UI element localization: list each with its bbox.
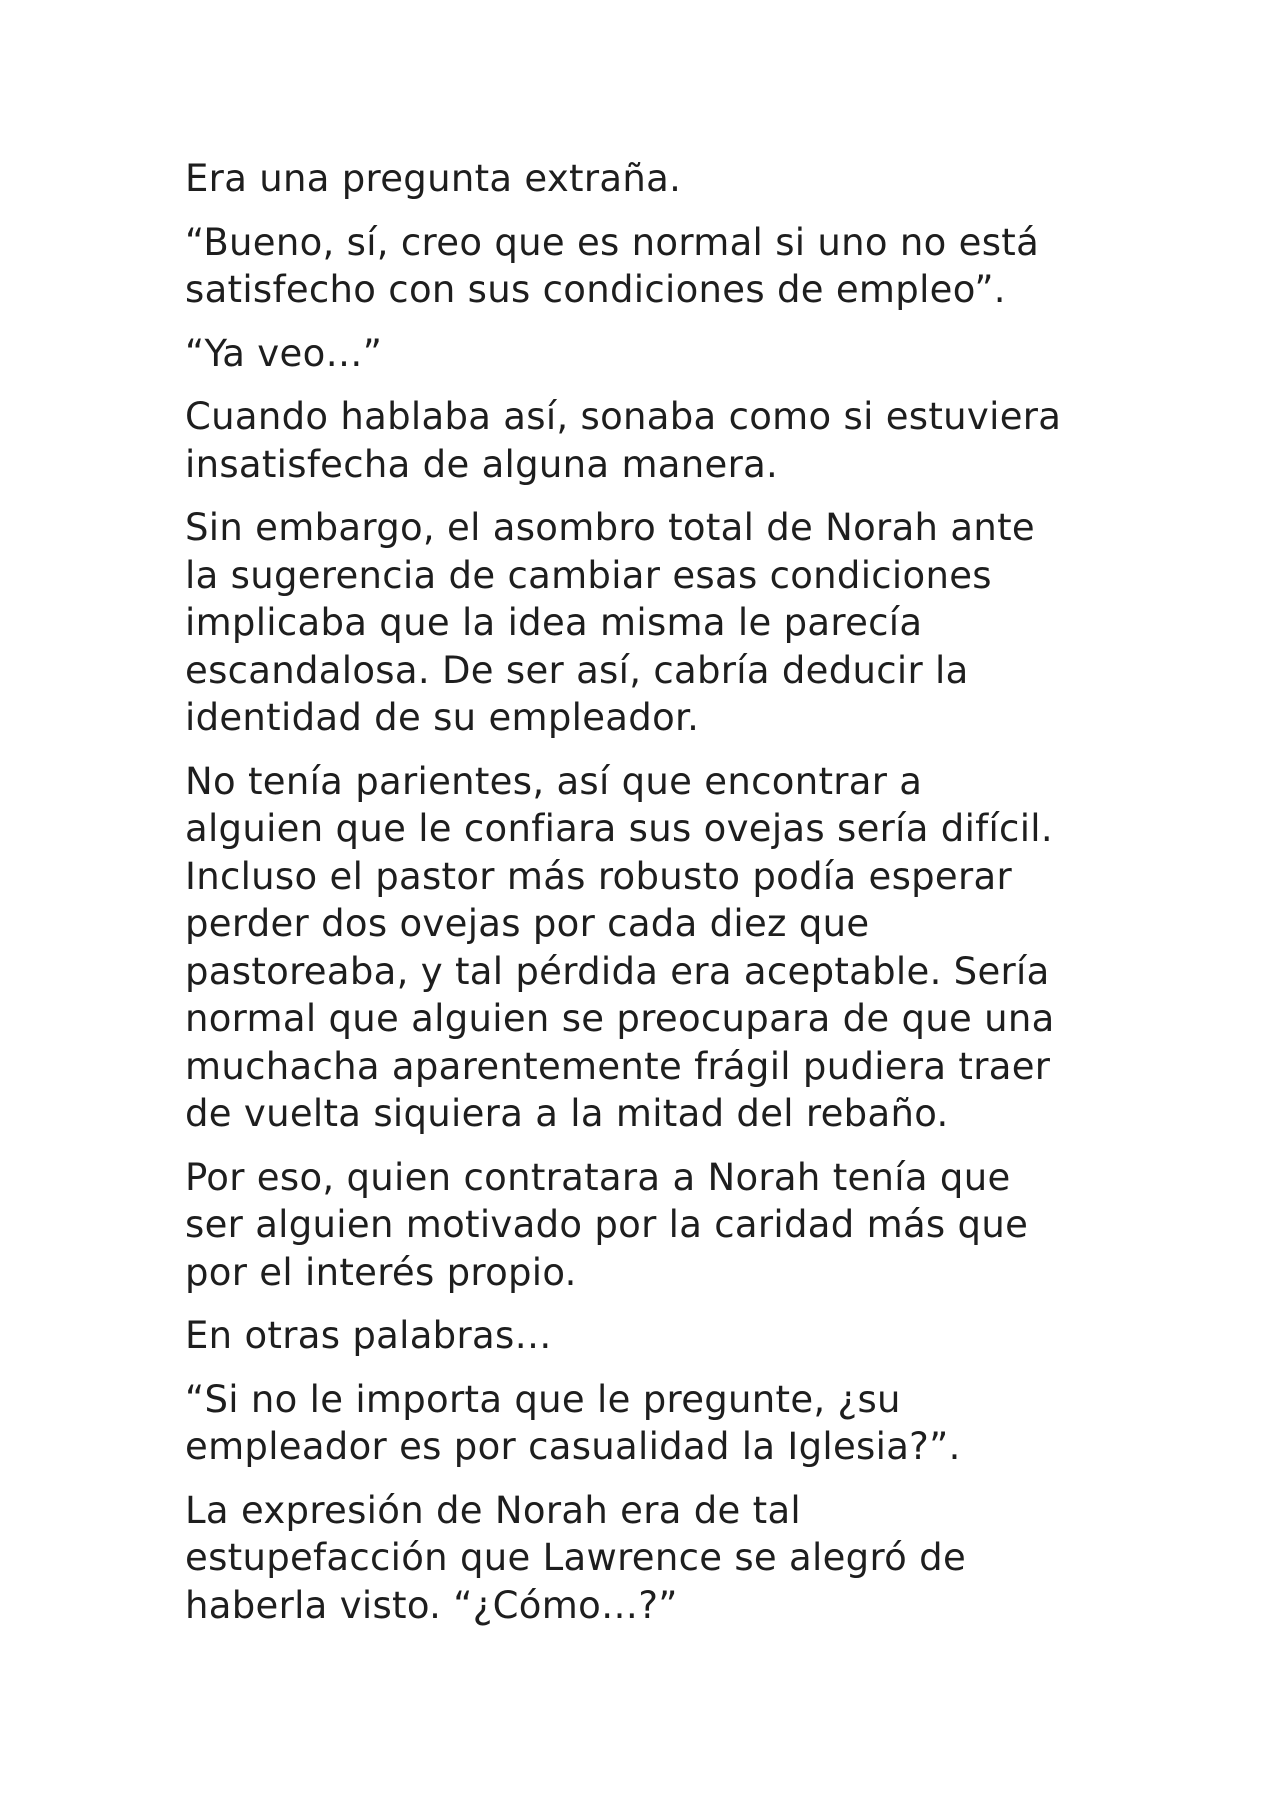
paragraph-8: En otras palabras…: [185, 1314, 552, 1357]
paragraph-5: Sin embargo, el asombro total de Norah ante la sugerencia de cambiar esas condiciones implicaba que la idea misma le parecía escandalosa. De ser así, cabría deducir la identidad de su empleador.: [185, 506, 1035, 739]
paragraph-9: “Si no le importa que le pregunte, ¿su empleador es por casualidad la Iglesia?”.: [185, 1377, 961, 1468]
paragraph-4: Cuando hablaba así, sonaba como si estuviera insatisfecha de alguna manera.: [185, 395, 1062, 486]
document-body: [185, 155, 1125, 1645]
paragraph-1: Era una pregunta extraña.: [185, 157, 682, 200]
paragraph-3: “Ya veo…”: [185, 331, 383, 375]
paragraph-6: No tenía parientes, así que encontrar a alguien que le confiara sus ovejas sería difícil. Incluso el pastor más robusto podía esperar perder dos ovejas por cada diez que pastoreaba, y tal pérdida era aceptable. Sería normal que alguien se preocupara de que una muchacha aparentemente frágil pudiera traer de vuelta siquiera a la mitad del rebaño.: [185, 759, 1055, 1135]
paragraph-10: La expresión de Norah era de tal estupefacción que Lawrence se alegró de haberla visto. “¿Cómo…?”: [185, 1488, 967, 1627]
paragraph-2: “Bueno, sí, creo que es normal si uno no está satisfecho con sus condiciones de empleo”.: [185, 220, 1040, 311]
paragraph-7: Por eso, quien contratara a Norah tenía que ser alguien motivado por la caridad más que por el interés propio.: [185, 1155, 1029, 1294]
